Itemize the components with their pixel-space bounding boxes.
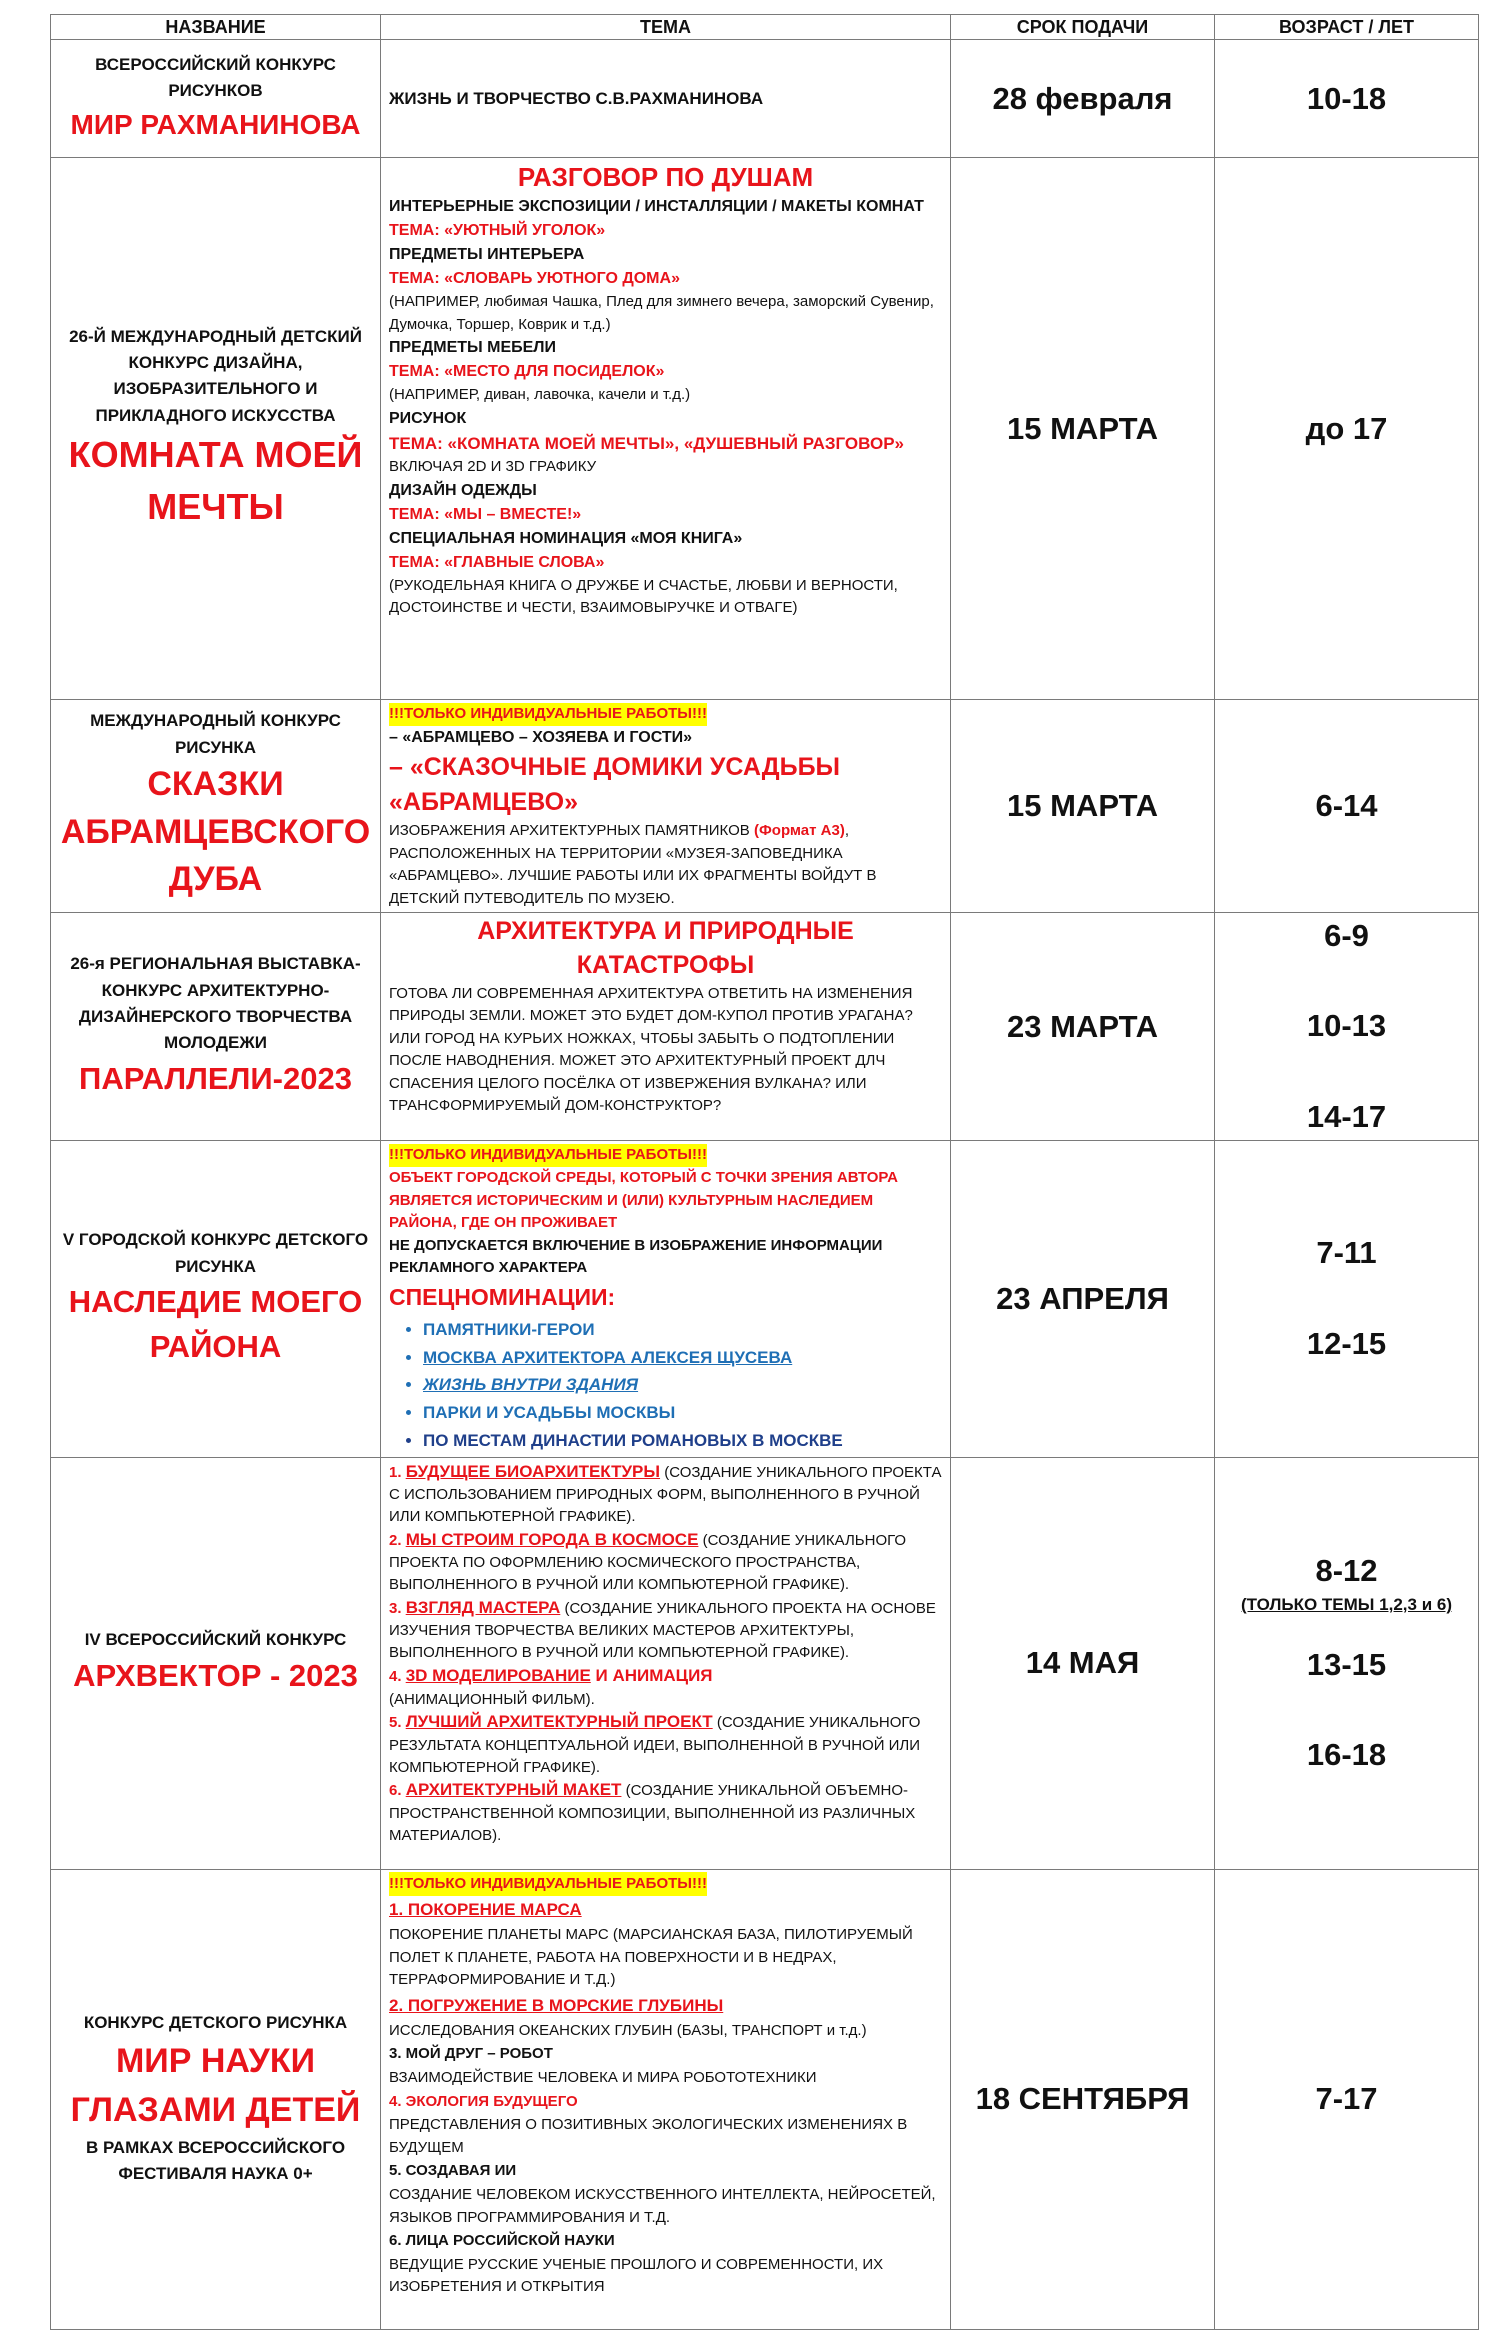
contest-name-cell bbox=[51, 913, 381, 1141]
contest-name-cell bbox=[51, 40, 381, 158]
topic-desc: (СОЗДАНИЕ УНИКАЛЬНОГО ПРОЕКТА С ИСПОЛЬЗОВАНИЕМ ПРИРОДНЫХ ФОРМ, ВЫПОЛНЕННОГО В РУЧНОЙ ИЛИ КОМПЬЮТЕРНОЙ ГРАФИКЕ). bbox=[389, 1463, 942, 1525]
deadline-cell: 23 МАРТА bbox=[951, 913, 1215, 1141]
topic-name: ВЗГЛЯД МАСТЕРА bbox=[405, 1597, 561, 1617]
theme-line: ИЗОБРАЖЕНИЯ АРХИТЕКТУРНЫХ ПАМЯТНИКОВ bbox=[389, 822, 750, 839]
age-group: 7-11 bbox=[1316, 1235, 1377, 1271]
individual-only-note: !!!ТОЛЬКО ИНДИВИДУАЛЬНЫЕ РАБОТЫ!!! bbox=[389, 1872, 707, 1897]
theme-line: РИСУНОК bbox=[389, 409, 467, 427]
contest-name-cell bbox=[51, 1869, 381, 2329]
contest-organizer: ВСЕРОССИЙСКИЙ КОНКУРС РИСУНКОВ bbox=[95, 54, 336, 101]
theme-line: ТЕМА: «МЕСТО ДЛЯ ПОСИДЕЛОК» bbox=[389, 363, 665, 381]
list-item: • ПО МЕСТАМ ДИНАСТИИ РОМАНОВЫХ В МОСКВЕ bbox=[423, 1427, 942, 1455]
age-group: 13-15 bbox=[1306, 1646, 1387, 1682]
age-cell bbox=[1215, 1457, 1479, 1869]
contest-organizer: IV ВСЕРОССИЙСКИЙ КОНКУРС bbox=[84, 1630, 347, 1650]
age-group: 14-17 bbox=[1306, 1098, 1387, 1134]
topic-desc: ПОКОРЕНИЕ ПЛАНЕТЫ МАРС (МАРСИАНСКАЯ БАЗА, ПИЛОТИРУЕМЫЙ ПОЛЕТ К ПЛАНЕТЕ, РАБОТА НА ПОВЕРХНОСТИ И В НЕДРАХ, ТЕРРАФОРМИРОВАНИЕ И Т.Д.) bbox=[389, 1926, 913, 1989]
table-row bbox=[51, 1141, 1479, 1458]
theme-line: НЕ ДОПУСКАЕТСЯ ВКЛЮЧЕНИЕ В ИЗОБРАЖЕНИЕ ИНФОРМАЦИИ РЕКЛАМНОГО ХАРАКТЕРА bbox=[389, 1236, 883, 1276]
contest-title: МИР РАХМАНИНОВА bbox=[70, 108, 361, 140]
topic-name: АРХИТЕКТУРНЫЙ МАКЕТ bbox=[405, 1780, 622, 1800]
topic-number: 4. bbox=[389, 1667, 402, 1685]
table-row bbox=[51, 913, 1479, 1141]
topic-number: 3. bbox=[389, 1599, 402, 1617]
theme-line: (НАПРИМЕР, любимая Чашка, Плед для зимнего вечера, заморский Сувенир, Думочка, Торшер, Коврик и т.д.) bbox=[389, 293, 934, 333]
contest-title: НАСЛЕДИЕ МОЕГО РАЙОНА bbox=[68, 1284, 363, 1365]
contest-title: СКАЗКИ АБРАМЦЕВСКОГО ДУБА bbox=[60, 764, 371, 899]
contest-title: КОМНАТА МОЕЙ МЕЧТЫ bbox=[68, 434, 363, 528]
contest-organizer: МЕЖДУНАРОДНЫЙ КОНКУРС РИСУНКА bbox=[90, 711, 341, 757]
spacer bbox=[1221, 1274, 1472, 1324]
age-group: 8-12 bbox=[1315, 1552, 1378, 1588]
theme-line: ТЕМА: «УЮТНЫЙ УГОЛОК» bbox=[389, 222, 606, 240]
topic-item bbox=[389, 1778, 942, 1846]
contest-theme-cell bbox=[381, 1457, 951, 1869]
list-item: • ПАРКИ И УСАДЬБЫ МОСКВЫ bbox=[423, 1399, 942, 1427]
format-note: (Формат А3) bbox=[753, 822, 845, 839]
theme-line: ТЕМА: «ГЛАВНЫЕ СЛОВА» bbox=[389, 553, 605, 571]
age-group: 12-15 bbox=[1306, 1325, 1387, 1361]
topic-desc: (АНИМАЦИОННЫЙ ФИЛЬМ). bbox=[389, 1690, 595, 1708]
contest-organizer: КОНКУРС ДЕТСКОГО РИСУНКА bbox=[83, 2013, 348, 2033]
deadline-cell: 15 МАРТА bbox=[951, 700, 1215, 913]
topic-name: 6. ЛИЦА РОССИЙСКОЙ НАУКИ bbox=[389, 2232, 615, 2250]
header-theme: ТЕМА bbox=[381, 15, 951, 40]
contest-theme-cell bbox=[381, 1141, 951, 1458]
theme-title: АРХИТЕКТУРА И ПРИРОДНЫЕ КАТАСТРОФЫ bbox=[477, 917, 854, 979]
topic-desc: СОЗДАНИЕ ЧЕЛОВЕКОМ ИСКУССТВЕННОГО ИНТЕЛЛЕКТА, НЕЙРОСЕТЕЙ, ЯЗЫКОВ ПРОГРАММИРОВАНИЯ И Т.Д. bbox=[389, 2186, 936, 2226]
contest-theme-cell bbox=[381, 913, 951, 1141]
contest-title: МИР НАУКИ ГЛАЗАМИ ДЕТЕЙ bbox=[70, 2041, 361, 2129]
theme-line: ПРЕДМЕТЫ МЕБЕЛИ bbox=[389, 339, 557, 357]
age-cell: до 17 bbox=[1215, 158, 1479, 700]
spacer bbox=[1221, 1685, 1472, 1735]
topic-number: 1. bbox=[389, 1463, 402, 1481]
age-cell: 6-14 bbox=[1215, 700, 1479, 913]
topic-name: ЛУЧШИЙ АРХИТЕКТУРНЫЙ ПРОЕКТ bbox=[405, 1712, 713, 1732]
table-row bbox=[51, 40, 1479, 158]
topic-desc: ИССЛЕДОВАНИЯ ОКЕАНСКИХ ГЛУБИН (БАЗЫ, ТРАНСПОРТ и т.д.) bbox=[389, 2021, 867, 2039]
contest-theme-cell bbox=[381, 40, 951, 158]
theme-line: ТЕМА: «СЛОВАРЬ УЮТНОГО ДОМА» bbox=[389, 270, 680, 288]
header-deadline: СРОК ПОДАЧИ bbox=[951, 15, 1215, 40]
age-group: 6-9 bbox=[1324, 918, 1369, 954]
contest-name-cell bbox=[51, 700, 381, 913]
spacer bbox=[1221, 1047, 1472, 1097]
contest-title: ПАРАЛЛЕЛИ-2023 bbox=[79, 1060, 352, 1096]
theme-line: ТЕМА: «КОМНАТА МОЕЙ МЕЧТЫ», «ДУШЕВНЫЙ РАЗГОВОР» bbox=[389, 433, 905, 453]
topic-desc: (СОЗДАНИЕ УНИКАЛЬНОГО ПРОЕКТА НА ОСНОВЕ ИЗУЧЕНИЯ ТВОРЧЕСТВА ВЕЛИКИХ МАСТЕРОВ АРХИТЕКТУРЫ, ВЫПОЛНЕННОГО В РУЧНОЙ ИЛИ КОМПЬЮТЕРНОЙ ГРАФИКЕ). bbox=[389, 1599, 936, 1662]
deadline-cell: 18 СЕНТЯБРЯ bbox=[951, 1869, 1215, 2329]
theme-title: РАЗГОВОР ПО ДУШАМ bbox=[517, 162, 814, 192]
topic-name: МЫ СТРОИМ ГОРОДА В КОСМОСЕ bbox=[405, 1529, 699, 1549]
header-name: НАЗВАНИЕ bbox=[51, 15, 381, 40]
topic-desc: (СОЗДАНИЕ УНИКАЛЬНОЙ ОБЪЕМНО-ПРОСТРАНСТВЕННОЙ КОМПОЗИЦИИ, ВЫПОЛНЕННОЙ ИЗ РАЗЛИЧНЫХ МАТЕРИАЛОВ). bbox=[389, 1782, 916, 1844]
topic-name: 2. ПОГРУЖЕНИЕ В МОРСКИЕ ГЛУБИНЫ bbox=[389, 1995, 724, 2015]
contest-theme-cell bbox=[381, 700, 951, 913]
contest-organizer: 26-Й МЕЖДУНАРОДНЫЙ ДЕТСКИЙ КОНКУРС ДИЗАЙНА, ИЗОБРАЗИТЕЛЬНОГО И ПРИКЛАДНОГО ИСКУССТВА bbox=[69, 326, 362, 425]
contest-name-cell bbox=[51, 1141, 381, 1458]
list-item: • ПАМЯТНИКИ-ГЕРОИ bbox=[423, 1316, 942, 1344]
topic-item bbox=[389, 1710, 942, 1778]
theme-line: ИНТЕРЬЕРНЫЕ ЭКСПОЗИЦИИ / ИНСТАЛЛЯЦИИ / МАКЕТЫ КОМНАТ bbox=[389, 198, 924, 216]
topic-desc: (СОЗДАНИЕ УНИКАЛЬНОГО ПРОЕКТА ПО ОФОРМЛЕНИЮ КОСМИЧЕСКОГО ПРОСТРАНСТВА, ВЫПОЛНЕННОГО В РУЧНОЙ ИЛИ КОМПЬЮТЕРНОЙ ГРАФИКЕ). bbox=[389, 1531, 907, 1594]
topic-number: 5. bbox=[389, 1714, 402, 1732]
individual-only-note: !!!ТОЛЬКО ИНДИВИДУАЛЬНЫЕ РАБОТЫ!!! bbox=[389, 703, 707, 726]
age-group: 10-13 bbox=[1306, 1008, 1387, 1044]
spacer bbox=[1221, 956, 1472, 1006]
theme-line: ВКЛЮЧАЯ 2D И 3D ГРАФИКУ bbox=[389, 458, 597, 476]
contest-organizer: 26-я РЕГИОНАЛЬНАЯ ВЫСТАВКА-КОНКУРС АРХИТЕКТУРНО-ДИЗАЙНЕРСКОГО ТВОРЧЕСТВА МОЛОДЕЖИ bbox=[70, 954, 361, 1053]
contests-table bbox=[50, 14, 1479, 2330]
table-row bbox=[51, 158, 1479, 700]
topic-name-extra: И АНИМАЦИЯ bbox=[590, 1665, 713, 1685]
theme-description bbox=[389, 820, 942, 910]
deadline-cell: 15 МАРТА bbox=[951, 158, 1215, 700]
theme-line: (НАПРИМЕР, диван, лавочка, качели и т.д.) bbox=[389, 386, 691, 404]
contest-organizer-after: В РАМКАХ ВСЕРОССИЙСКОГО ФЕСТИВАЛЯ НАУКА 0+ bbox=[85, 2138, 346, 2184]
topic-item bbox=[389, 1664, 942, 1710]
deadline-cell: 28 февраля bbox=[951, 40, 1215, 158]
topic-name: 3. МОЙ ДРУГ – РОБОТ bbox=[389, 2045, 553, 2063]
age-group: 16-18 bbox=[1306, 1737, 1387, 1773]
theme-line: ТЕМА: «МЫ – ВМЕСТЕ!» bbox=[389, 505, 582, 523]
contest-organizer: V ГОРОДСКОЙ КОНКУРС ДЕТСКОГО РИСУНКА bbox=[62, 1230, 369, 1276]
topic-desc: (СОЗДАНИЕ УНИКАЛЬНОГО РЕЗУЛЬТАТА КОНЦЕПТУАЛЬНОЙ ИДЕИ, ВЫПОЛНЕННОЙ В РУЧНОЙ ИЛИ КОМПЬЮТЕРНОЙ ГРАФИКЕ). bbox=[389, 1714, 921, 1776]
contest-theme-cell bbox=[381, 1869, 951, 2329]
list-item: • МОСКВА АРХИТЕКТОРА АЛЕКСЕЯ ЩУСЕВА bbox=[423, 1344, 942, 1372]
topic-desc: ПРЕДСТАВЛЕНИЯ О ПОЗИТИВНЫХ ЭКОЛОГИЧЕСКИХ ИЗМЕНЕНИЯХ В БУДУЩЕМ bbox=[389, 2116, 908, 2156]
topic-number: 6. bbox=[389, 1782, 402, 1800]
deadline-cell: 14 МАЯ bbox=[951, 1457, 1215, 1869]
topic-name: 5. СОЗДАВАЯ ИИ bbox=[389, 2162, 517, 2180]
theme-line: , РАСПОЛОЖЕННЫХ НА ТЕРРИТОРИИ «МУЗЕЯ-ЗАПОВЕДНИКА «АБРАМЦЕВО». ЛУЧШИЕ РАБОТЫ ИЛИ ИХ ФРАГМЕНТЫ ВОЙДУТ В ДЕТСКИЙ ПУТЕВОДИТЕЛЬ ПО МУЗЕЮ. bbox=[389, 822, 877, 907]
topic-desc: ВЕДУЩИЕ РУССКИЕ УЧЕНЫЕ ПРОШЛОГО И СОВРЕМЕННОСТИ, ИХ ИЗОБРЕТЕНИЯ И ОТКРЫТИЯ bbox=[389, 2255, 884, 2296]
topic-name: БУДУЩЕЕ БИОАРХИТЕКТУРЫ bbox=[405, 1461, 661, 1481]
theme-line: – «СКАЗОЧНЫЕ ДОМИКИ УСАДЬБЫ «АБРАМЦЕВО» bbox=[389, 753, 841, 816]
contest-name-cell bbox=[51, 158, 381, 700]
topic-desc: ВЗАИМОДЕЙСТВИЕ ЧЕЛОВЕКА И МИРА РОБОТОТЕХНИКИ bbox=[389, 2069, 817, 2087]
header-age: ВОЗРАСТ / ЛЕТ bbox=[1215, 15, 1479, 40]
age-note: (ТОЛЬКО ТЕМЫ 1,2,3 и 6) bbox=[1241, 1594, 1452, 1614]
nominations-list bbox=[389, 1316, 942, 1455]
table-row bbox=[51, 1457, 1479, 1869]
topic-item bbox=[389, 1528, 942, 1596]
topic-name: 3D МОДЕЛИРОВАНИЕ bbox=[405, 1665, 591, 1685]
header-row bbox=[51, 15, 1479, 40]
theme-line: ПРЕДМЕТЫ ИНТЕРЬЕРА bbox=[389, 246, 585, 264]
special-nominations-title: СПЕЦНОМИНАЦИИ: bbox=[389, 1283, 616, 1310]
age-cell: 10-18 bbox=[1215, 40, 1479, 158]
topic-name: 4. ЭКОЛОГИЯ БУДУЩЕГО bbox=[389, 2092, 578, 2110]
topic-name: 1. ПОКОРЕНИЕ МАРСА bbox=[389, 1900, 582, 1920]
contest-name-cell bbox=[51, 1457, 381, 1869]
age-cell bbox=[1215, 1141, 1479, 1458]
age-cell bbox=[1215, 913, 1479, 1141]
theme-line: ДИЗАЙН ОДЕЖДЫ bbox=[389, 481, 537, 499]
theme-line: – «АБРАМЦЕВО – ХОЗЯЕВА И ГОСТИ» bbox=[389, 729, 693, 746]
theme-description: ГОТОВА ЛИ СОВРЕМЕННАЯ АРХИТЕКТУРА ОТВЕТИТЬ НА ИЗМЕНЕНИЯ ПРИРОДЫ ЗЕМЛИ. МОЖЕТ ЭТО БУДЕТ ДОМ-КУПОЛ ПРОТИВ УРАГАНА? ИЛИ ГОРОД НА КУРЬИХ НОЖКАХ, ЧТОБЫ ЗАБЫТЬ О ПОДТОПЛЕНИИ ПОСЛЕ НАВОДНЕНИЯ. МОЖЕТ ЭТО АРХИТЕКТУРНЫЙ ПРОЕКТ ДЛЧ СПАСЕНИЯ ЦЕЛОГО ПОСЁЛКА ОТ ИЗВЕРЖЕНИЯ ВУЛКАНА? ИЛИ ТРАНСФОРМИРУЕМЫЙ ДОМ-КОНСТРУКТОР? bbox=[389, 984, 913, 1114]
topic-item bbox=[389, 1460, 942, 1528]
theme-line: ОБЪЕКТ ГОРОДСКОЙ СРЕДЫ, КОТОРЫЙ С ТОЧКИ ЗРЕНИЯ АВТОРА ЯВЛЯЕТСЯ ИСТОРИЧЕСКИМ И (ИЛИ) КУЛЬТУРНЫМ НАСЛЕДИЕМ РАЙОНА, ГДЕ ОН ПРОЖИВАЕТ bbox=[389, 1169, 898, 1231]
contest-title: АРХВЕКТОР - 2023 bbox=[73, 1657, 358, 1693]
table-row bbox=[51, 700, 1479, 913]
individual-only-note: !!!ТОЛЬКО ИНДИВИДУАЛЬНЫЕ РАБОТЫ!!! bbox=[389, 1144, 707, 1167]
topic-item bbox=[389, 1596, 942, 1664]
list-item: • ЖИЗНЬ ВНУТРИ ЗДАНИЯ bbox=[423, 1371, 942, 1399]
table-row bbox=[51, 1869, 1479, 2329]
age-cell: 7-17 bbox=[1215, 1869, 1479, 2329]
contest-theme: ЖИЗНЬ И ТВОРЧЕСТВО С.В.РАХМАНИНОВА bbox=[389, 88, 764, 108]
theme-line: СПЕЦИАЛЬНАЯ НОМИНАЦИЯ «МОЯ КНИГА» bbox=[389, 529, 743, 547]
deadline-cell: 23 АПРЕЛЯ bbox=[951, 1141, 1215, 1458]
theme-line: (РУКОДЕЛЬНАЯ КНИГА О ДРУЖБЕ И СЧАСТЬЕ, ЛЮБВИ И ВЕРНОСТИ, ДОСТОИНСТВЕ И ЧЕСТИ, ВЗАИМОВЫРУЧКЕ И ОТВАГЕ) bbox=[389, 576, 898, 617]
contest-theme-cell bbox=[381, 158, 951, 700]
topic-number: 2. bbox=[389, 1531, 402, 1549]
